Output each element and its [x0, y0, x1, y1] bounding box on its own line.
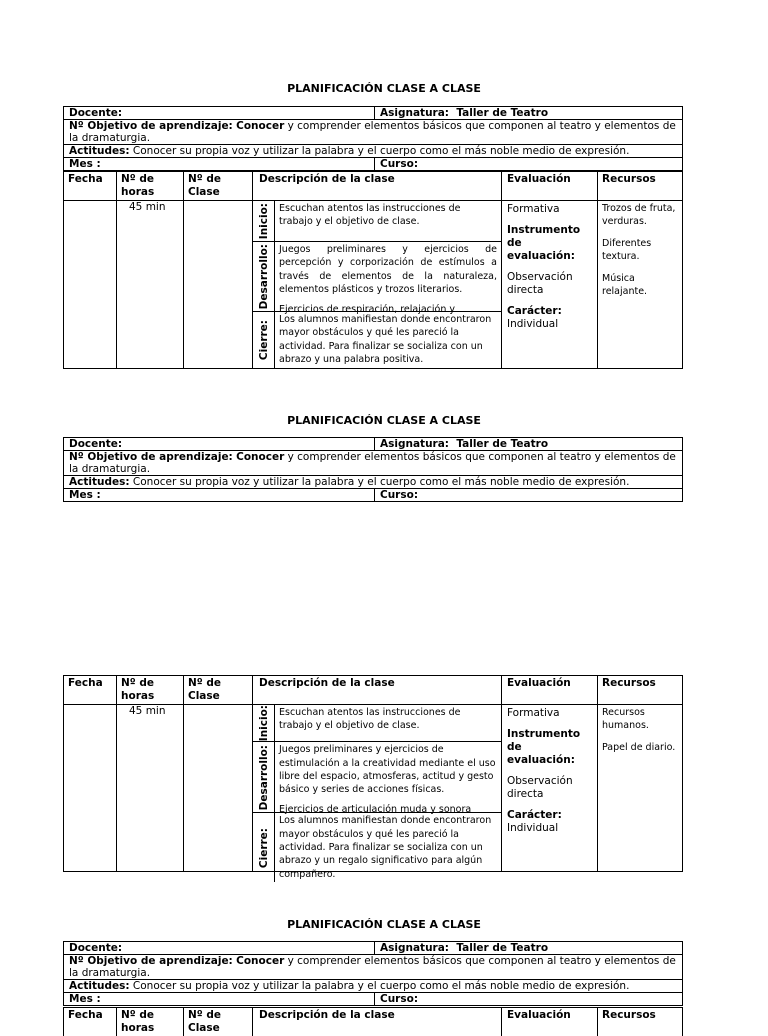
- inicio-text: Escuchan atentos las instrucciones de trabajo y el objetivo de clase.: [279, 707, 461, 732]
- desarrollo-label: Desarrollo:: [257, 744, 270, 810]
- asignatura-value: Taller de Teatro: [456, 107, 549, 119]
- actitudes-label: Actitudes:: [69, 980, 130, 992]
- objetivo-text: y comprender elementos básicos que componen al teatro y elementos de la dramaturgia.: [69, 955, 676, 979]
- col-horas: Nº de horas: [117, 1008, 184, 1036]
- schedule-row: [64, 201, 682, 368]
- mes-curso-row: [64, 489, 682, 501]
- col-recursos: Recursos: [602, 1009, 656, 1021]
- objetivo-label: Nº Objetivo de aprendizaje:: [69, 451, 233, 463]
- docente-label: Docente:: [64, 942, 375, 954]
- inicio-label: Inicio:: [257, 202, 270, 240]
- recurso-item: Música relajante.: [602, 273, 648, 297]
- desarrollo-paragraph-2: Ejercicios de respiración, relajación y: [279, 303, 456, 315]
- objetivo-label: Nº Objetivo de aprendizaje:: [69, 955, 233, 967]
- col-recursos: Recursos: [602, 677, 656, 689]
- objetivo-bold: Conocer: [236, 120, 285, 132]
- page-title: PLANIFICACIÓN CLASE A CLASE: [287, 414, 481, 427]
- desarrollo-text: [275, 742, 501, 815]
- cierre-label: Cierre:: [257, 319, 270, 361]
- phase-label-desarrollo: [253, 742, 275, 812]
- descripcion-cell: [253, 705, 502, 880]
- docente-label: Docente:: [64, 107, 375, 119]
- col-horas: Nº de horas: [117, 172, 184, 200]
- phase-label-inicio: [253, 705, 275, 741]
- eval-individual: Individual: [507, 822, 559, 834]
- recurso-item: Trozos de fruta, verduras.: [602, 203, 676, 227]
- col-evaluacion: Evaluación: [502, 1008, 598, 1036]
- curso-label: Curso:: [380, 489, 419, 501]
- mes-label: Mes :: [64, 993, 375, 1005]
- cierre-text: Los alumnos manifiestan donde encontraron mayor obstáculos y qué les pareció la actividad. Para finalizar se socializa con un abrazo y una palabra positiva.: [279, 314, 492, 366]
- phase-label-inicio: [253, 201, 275, 241]
- asignatura-cell: [375, 438, 553, 450]
- phase-label-cierre: [253, 813, 275, 882]
- objetivo-text: y comprender elementos básicos que componen al teatro y elementos de la dramaturgia.: [69, 451, 676, 475]
- asignatura-value: Taller de Teatro: [456, 942, 549, 954]
- inicio-label: Inicio:: [257, 705, 270, 742]
- mes-curso-row: [64, 158, 682, 170]
- phase-inicio: [253, 705, 501, 742]
- schedule-row: [64, 705, 682, 880]
- clase-cell: [184, 705, 253, 871]
- schedule-table: [63, 171, 683, 369]
- actitudes-row: [64, 145, 682, 158]
- actitudes-row: [64, 476, 682, 489]
- recursos-cell: [598, 201, 680, 368]
- col-fecha: Fecha: [64, 172, 117, 200]
- header-table: [63, 437, 683, 502]
- actitudes-label: Actitudes:: [69, 476, 130, 488]
- eval-formativa: Formativa: [507, 203, 560, 215]
- eval-caracter: Carácter:: [507, 809, 562, 821]
- actitudes-text: Conocer su propia voz y utilizar la palabra y el cuerpo como el más noble medio de expresión.: [132, 980, 630, 992]
- col-fecha: Fecha: [64, 676, 117, 704]
- schedule-table: [63, 675, 683, 880]
- objetivo-row: [64, 955, 682, 980]
- col-descripcion: Descripción de la clase: [253, 172, 502, 200]
- curso-label: Curso:: [380, 158, 419, 170]
- objetivo-bold: Conocer: [236, 955, 285, 967]
- asignatura-label: Asignatura:: [380, 438, 450, 450]
- mes-label: Mes :: [64, 158, 375, 170]
- cierre-label: Cierre:: [257, 827, 270, 868]
- col-clase: Nº de Clase: [184, 172, 253, 200]
- inicio-text: Escuchan atentos las instrucciones de trabajo y el objetivo de clase.: [279, 203, 461, 228]
- page-title: PLANIFICACIÓN CLASE A CLASE: [287, 82, 481, 95]
- cierre-text: Los alumnos manifiestan donde encontraron mayor obstáculos y qué les pareció la actividad. Para finalizar se socializa con un abrazo y un regalo significativo para algún compañero.: [279, 815, 492, 880]
- header-table: [63, 941, 683, 1006]
- objetivo-row: [64, 120, 682, 145]
- asignatura-value: Taller de Teatro: [456, 438, 549, 450]
- header-table: [63, 106, 683, 171]
- eval-caracter: Carácter:: [507, 305, 562, 317]
- eval-formativa: Formativa: [507, 707, 560, 719]
- col-descripcion: Descripción de la clase: [253, 676, 502, 704]
- col-evaluacion: Evaluación: [502, 676, 598, 704]
- objetivo-row: [64, 451, 682, 476]
- eval-instrumento: Instrumento de evaluación:: [507, 728, 581, 766]
- horas-cell: 45 min: [117, 705, 184, 871]
- desarrollo-paragraph-2: Ejercicios de articulación muda y sonora: [279, 803, 472, 815]
- col-horas: Nº de horas: [117, 676, 184, 704]
- phase-label-cierre: [253, 312, 275, 368]
- fecha-cell: [64, 201, 117, 368]
- clase-cell: [184, 201, 253, 368]
- schedule-header-row: [64, 1008, 682, 1036]
- recurso-item: Diferentes textura.: [602, 238, 652, 262]
- actitudes-label: Actitudes:: [69, 145, 130, 157]
- desarrollo-paragraph-1: Juegos preliminares y ejercicios de percepción y corporización de estímulos a través de elementos de la naturaleza, elementos plásticos y trozos literarios.: [279, 244, 497, 296]
- objetivo-text: y comprender elementos básicos que componen al teatro y elementos de la dramaturgia.: [69, 120, 676, 144]
- col-recursos: Recursos: [602, 173, 656, 185]
- phase-desarrollo: [253, 742, 501, 813]
- objetivo-label: Nº Objetivo de aprendizaje:: [69, 120, 233, 132]
- objetivo-bold: Conocer: [236, 451, 285, 463]
- docente-label: Docente:: [64, 438, 375, 450]
- actitudes-text: Conocer su propia voz y utilizar la palabra y el cuerpo como el más noble medio de expresión.: [132, 476, 630, 488]
- asignatura-cell: [375, 107, 553, 119]
- eval-individual: Individual: [507, 318, 559, 330]
- col-descripcion: Descripción de la clase: [253, 1008, 502, 1036]
- desarrollo-label: Desarrollo:: [257, 243, 270, 310]
- asignatura-label: Asignatura:: [380, 942, 450, 954]
- phase-cierre: [253, 312, 501, 368]
- actitudes-text: Conocer su propia voz y utilizar la palabra y el cuerpo como el más noble medio de expresión.: [132, 145, 630, 157]
- evaluacion-cell: [502, 705, 598, 871]
- col-fecha: Fecha: [64, 1008, 117, 1036]
- recursos-cell: [598, 705, 680, 871]
- phase-inicio: [253, 201, 501, 242]
- mes-curso-row: [64, 993, 682, 1005]
- phase-cierre: [253, 813, 501, 882]
- desarrollo-text: [275, 242, 501, 315]
- header-row-docente: [64, 438, 682, 451]
- descripcion-cell: [253, 201, 502, 368]
- mes-label: Mes :: [64, 489, 375, 501]
- horas-cell: 45 min: [117, 201, 184, 368]
- header-row-docente: [64, 107, 682, 120]
- fecha-cell: [64, 705, 117, 871]
- recurso-item: Recursos humanos.: [602, 707, 649, 731]
- col-evaluacion: Evaluación: [502, 172, 598, 200]
- curso-label: Curso:: [380, 993, 419, 1005]
- schedule-header-row: [64, 676, 682, 705]
- evaluacion-cell: [502, 201, 598, 368]
- asignatura-cell: [375, 942, 553, 954]
- col-clase: Nº de Clase: [184, 676, 253, 704]
- actitudes-row: [64, 980, 682, 993]
- asignatura-label: Asignatura:: [380, 107, 450, 119]
- recurso-item: Papel de diario.: [602, 742, 676, 753]
- col-clase: Nº de Clase: [184, 1008, 253, 1036]
- eval-instrumento: Instrumento de evaluación:: [507, 224, 581, 262]
- page-title: PLANIFICACIÓN CLASE A CLASE: [287, 918, 481, 931]
- schedule-header-row: [64, 172, 682, 201]
- eval-observacion: Observación directa: [507, 775, 573, 800]
- eval-observacion: Observación directa: [507, 271, 573, 296]
- schedule-table: [63, 1007, 683, 1036]
- phase-desarrollo: [253, 242, 501, 315]
- phase-label-desarrollo: [253, 242, 275, 311]
- desarrollo-paragraph-1: Juegos preliminares y ejercicios de estimulación a la creatividad mediante el uso libre del espacio, atmosferas, actitud y gesto básico y series de acciones físicas.: [279, 744, 496, 796]
- header-row-docente: [64, 942, 682, 955]
